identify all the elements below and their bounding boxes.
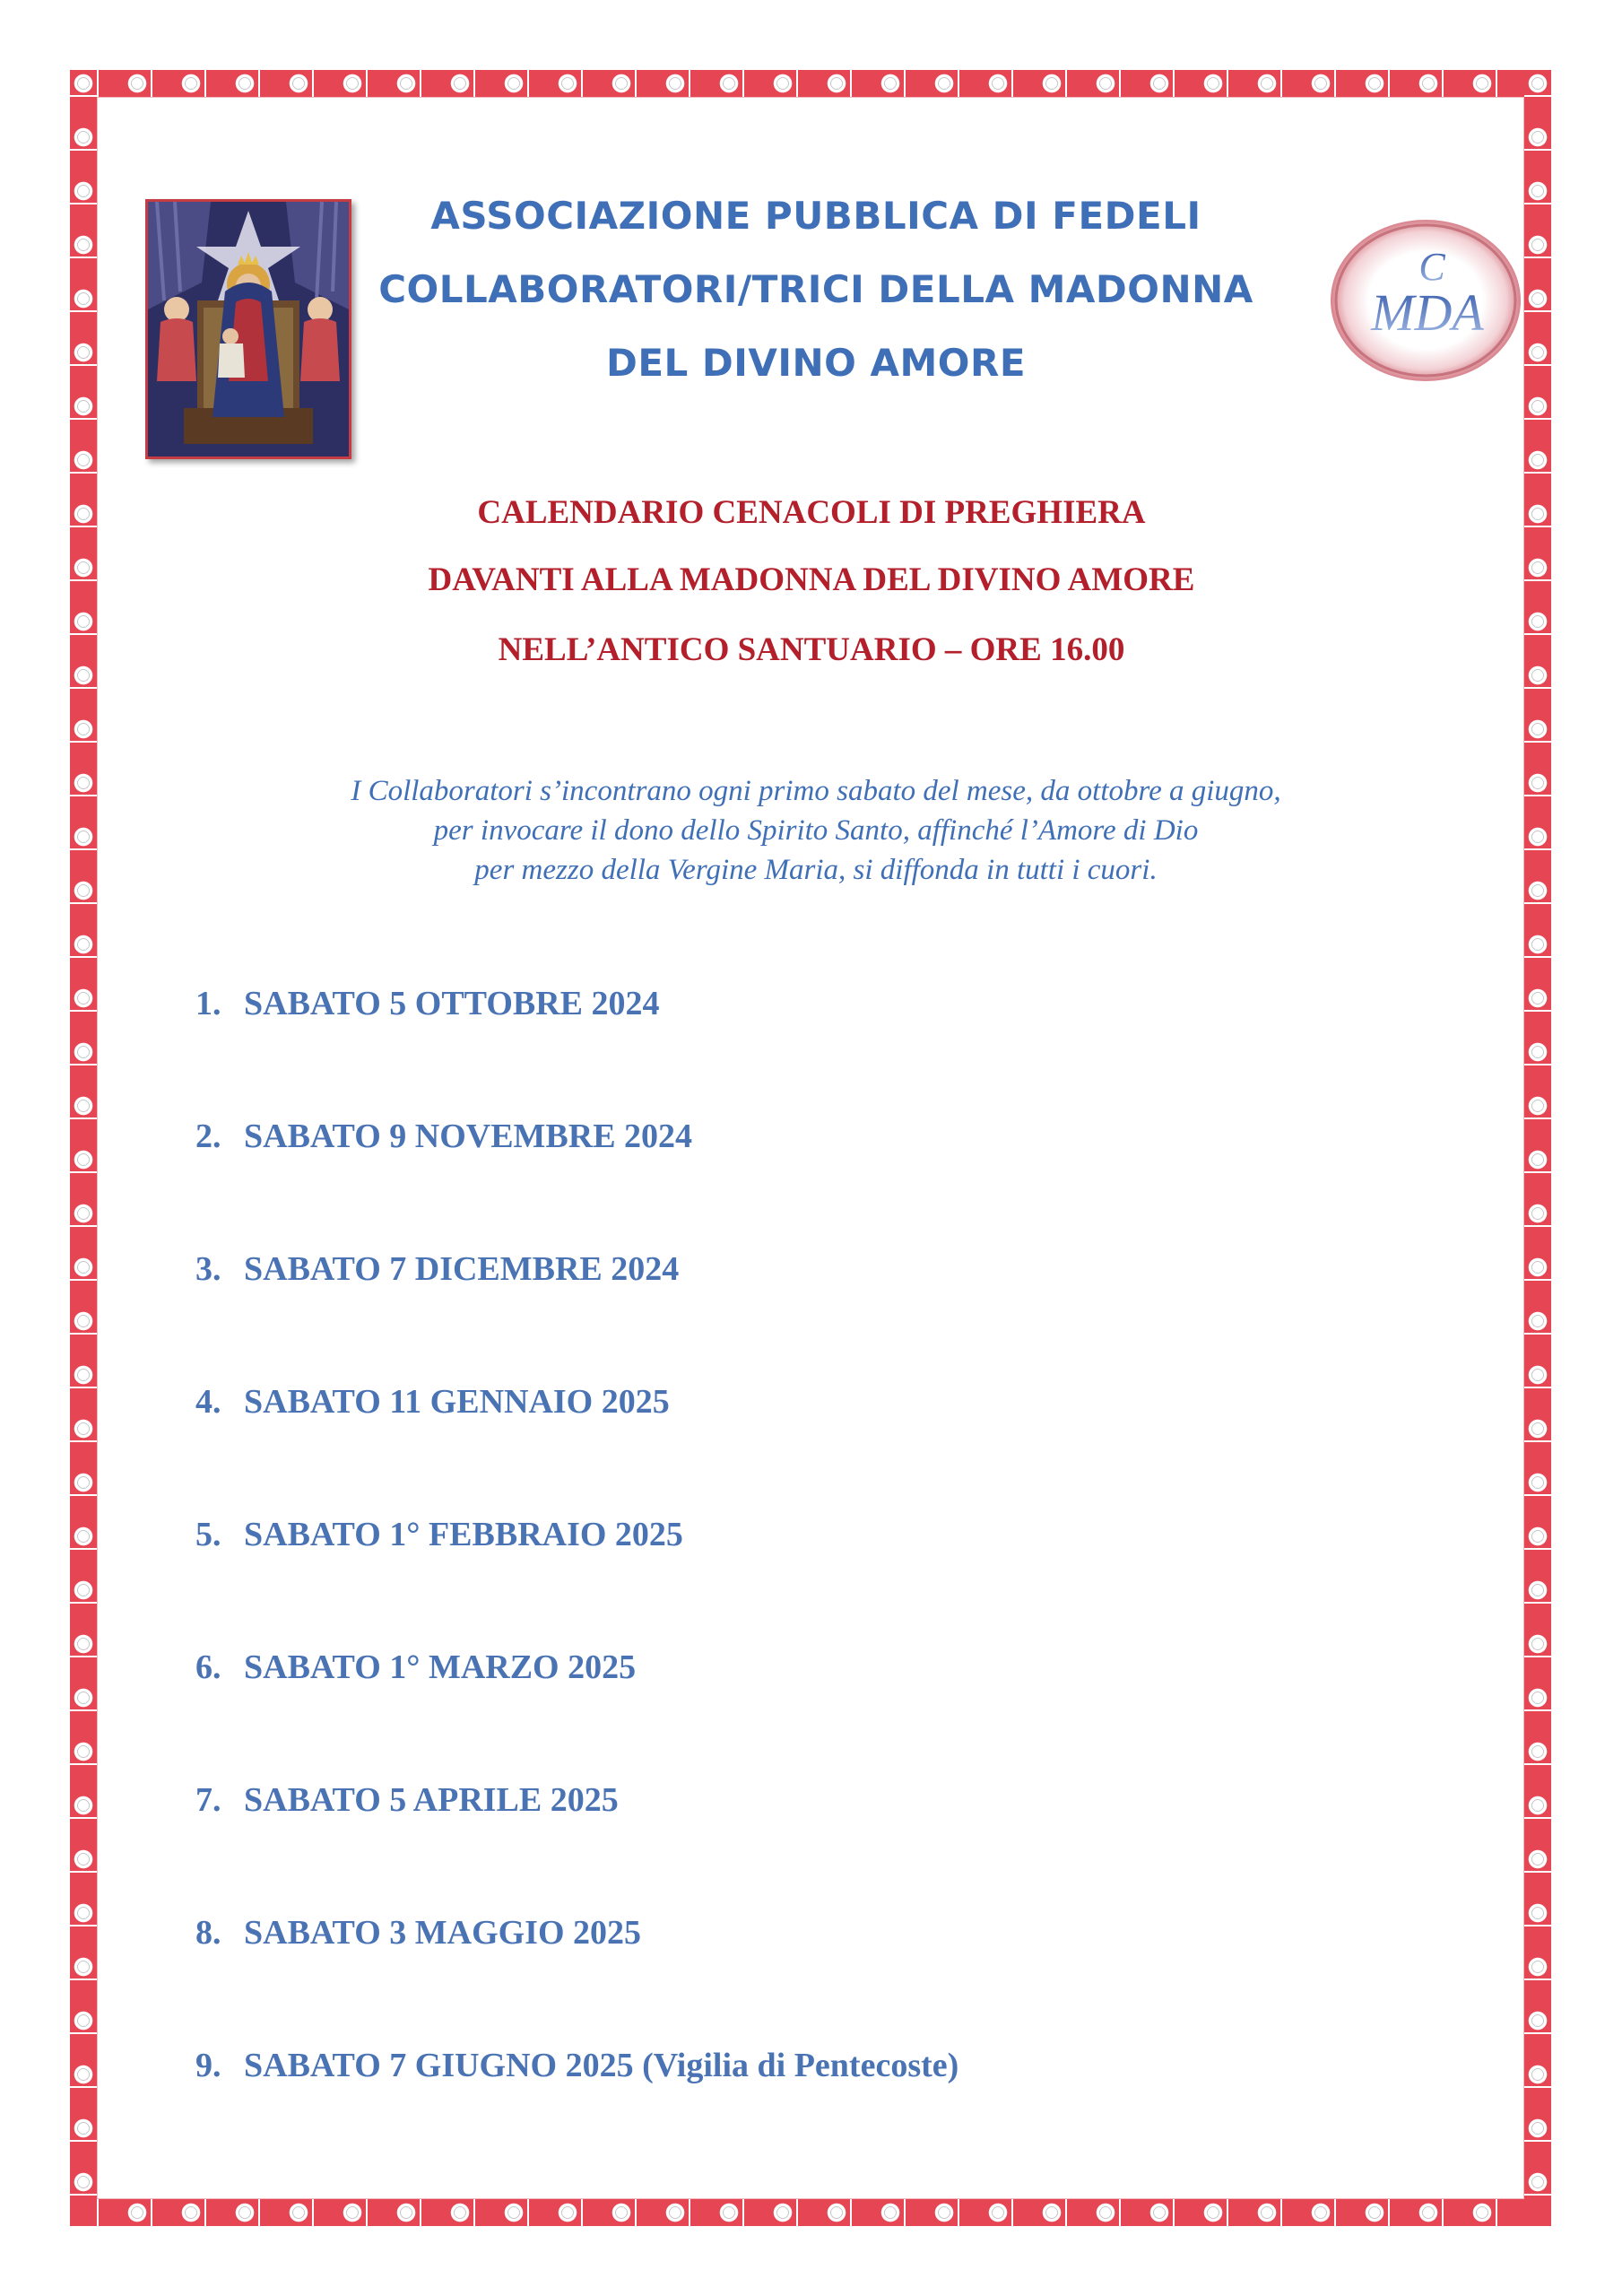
- intro-line2: per invocare il dono dello Spirito Santo, affinché l’Amore di Dio: [433, 814, 1199, 847]
- logo-letters: MDA: [1371, 283, 1484, 342]
- madonna-icon-image: [145, 199, 351, 459]
- date-list-item: [195, 1648, 1361, 1687]
- cmda-logo: [1325, 215, 1526, 386]
- org-title-line3: DEL DIVINO AMORE: [605, 341, 1027, 385]
- madonna-painting-icon: [148, 202, 349, 457]
- date-list-item: [195, 1515, 1361, 1554]
- date-text: SABATO 5 APRILE 2025: [244, 1781, 619, 1819]
- decorative-border-top: [70, 70, 1551, 97]
- date-number: 6.: [195, 1648, 221, 1686]
- org-title-line2: COLLABORATORI/TRICI DELLA MADONNA: [378, 267, 1253, 311]
- decorative-border-left: [70, 70, 97, 2226]
- date-list-item: [195, 1780, 1361, 1820]
- date-number: 2.: [195, 1118, 221, 1155]
- date-list-item: [195, 1382, 1361, 1422]
- cmda-logo-icon: [1325, 215, 1526, 386]
- date-text: SABATO 1° MARZO 2025: [244, 1648, 637, 1686]
- date-number: 5.: [195, 1516, 221, 1553]
- logo-letter-top: C: [1418, 245, 1445, 289]
- date-text: SABATO 7 GIUGNO 2025 (Vigilia di Pentecoste): [244, 2047, 959, 2084]
- date-number: 9.: [195, 2047, 221, 2084]
- date-list-item: [195, 1913, 1361, 1952]
- decorative-border-right: [1524, 70, 1551, 2226]
- date-list-item: [195, 1249, 1361, 1289]
- date-number: 1.: [195, 985, 221, 1022]
- date-text: SABATO 5 OTTOBRE 2024: [244, 985, 660, 1022]
- org-title-line1: ASSOCIAZIONE PUBBLICA DI FEDELI: [430, 194, 1201, 238]
- calendar-title-line1: CALENDARIO CENACOLI DI PREGHIERA: [477, 494, 1146, 531]
- date-text: SABATO 11 GENNAIO 2025: [244, 1383, 670, 1421]
- date-number: 7.: [195, 1781, 221, 1819]
- date-text: SABATO 1° FEBBRAIO 2025: [244, 1516, 683, 1553]
- date-list-item: [195, 984, 1361, 1023]
- intro-line3: per mezzo della Vergine Maria, si diffonda in tutti i cuori.: [474, 854, 1158, 886]
- date-text: SABATO 9 NOVEMBRE 2024: [244, 1118, 693, 1155]
- date-number: 3.: [195, 1250, 221, 1288]
- decorative-border-bottom: [70, 2199, 1551, 2226]
- calendar-title-line2: DAVANTI ALLA MADONNA DEL DIVINO AMORE: [428, 561, 1195, 598]
- date-text: SABATO 7 DICEMBRE 2024: [244, 1250, 680, 1288]
- calendar-title-line3: NELL’ANTICO SANTUARIO – ORE 16.00: [498, 631, 1125, 668]
- date-list-item: [195, 2046, 1361, 2085]
- intro-line1: I Collaboratori s’incontrano ogni primo sabato del mese, da ottobre a giugno,: [351, 775, 1281, 807]
- date-list-item: [195, 1117, 1361, 1156]
- date-number: 8.: [195, 1914, 221, 1952]
- date-number: 4.: [195, 1383, 221, 1421]
- date-text: SABATO 3 MAGGIO 2025: [244, 1914, 642, 1952]
